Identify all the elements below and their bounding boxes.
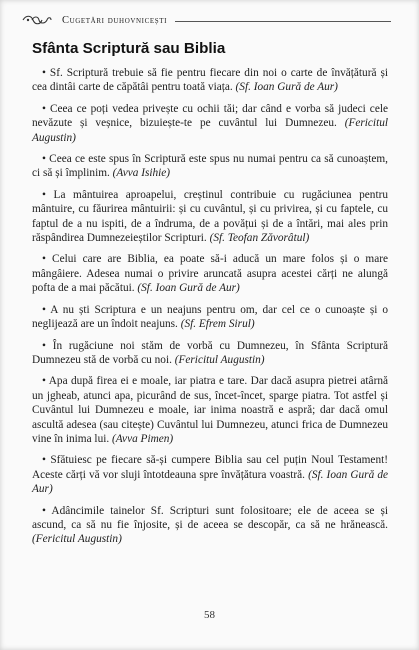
quote-paragraph <box>32 66 388 95</box>
quote-text: • A nu ști Scriptura e un neajuns pentru om, dar cel ce o cunoaște și o neglijează are un îndoit neajuns. <box>32 303 388 331</box>
quote-source: (Sf. Ioan Gură de Aur) <box>137 282 240 295</box>
quote-source: (Sf. Ioan Gură de Aur) <box>235 81 338 94</box>
quote-text: • Sfătuiesc pe fiecare să-și cumpere Biblia sau cel puțin Noul Testament! Aceste cărți vă vor sluji întotdeauna spre învățătura voastră. <box>32 454 388 481</box>
quote-text: • Adâncimile tainelor Sf. Scripturi sunt folositoare; ele de aceea se și ascund, ca să nu fie înjosite, și de aceea se descopăr, ca să ne hrănească. <box>32 504 388 531</box>
running-title: Cugetări duhovnicești <box>62 14 168 26</box>
ornament-icon <box>22 14 52 26</box>
header-rule <box>175 21 391 22</box>
quote-source: (Avva Isihie) <box>112 167 171 180</box>
quote-text: • Ceea ce este spus în Scriptură este spus nu numai pentru ca să cunoaștem, ci să și împlinim. <box>32 153 388 180</box>
quote-source: (Sf. Efrem Sirul) <box>180 318 255 331</box>
quote-source: (Sf. Teofan Zăvorâtul) <box>209 232 310 245</box>
quote-paragraph <box>32 453 388 496</box>
page-number: 58 <box>204 609 215 621</box>
quote-paragraph <box>32 102 388 145</box>
running-header <box>22 12 391 28</box>
quote-text: • La mântuirea aproapelui, creștinul contribuie cu rugăciunea pentru mântuire, cu făurirea mântuirii: și cu cuvântul, și cu privirea, și cu faptele, cu faptul de a nu ispiti, de a îndruma, de a povățui și de a întări, mai ales prin răspândirea Dumnezeieștilor Scripturi. <box>32 188 388 245</box>
quote-text: • În rugăciune noi stăm de vorbă cu Dumnezeu, în Sfânta Scriptură Dumnezeu stă de vorbă cu noi. <box>32 339 388 366</box>
quote-paragraph <box>32 252 388 295</box>
quote-paragraph <box>32 188 388 246</box>
quote-paragraph <box>32 303 388 332</box>
quote-list <box>32 66 388 554</box>
quote-source: (Sf. Ioan Gură de Aur) <box>32 468 388 496</box>
page-title: Sfânta Scriptură sau Biblia <box>32 40 226 57</box>
quote-text: • Sf. Scriptură trebuie să fie pentru fiecare din noi o carte de învățătură și cea dintâi carte de căpătâi pentru toată viața. <box>32 67 388 94</box>
quote-paragraph <box>32 339 388 368</box>
quote-source: (Fericitul Augustin) <box>32 117 388 144</box>
quote-source: (Fericitul Augustin) <box>32 533 122 546</box>
quote-text: • Celui care are Biblia, ea poate să-i aducă un mare folos și o mare mângâiere. Adesea numai o privire aruncată asupra acestei cărți ne alungă pofta de a mai păcătui. <box>32 253 388 295</box>
quote-source: (Avva Pimen) <box>112 432 174 445</box>
quote-text: • Apa după firea ei e moale, iar piatra e tare. Dar dacă asupra pietrei atârnă un jgheab, atunci apa, picurând de sus, încet-încet, sparge piatra. Tot astfel și Cuvântul lui Dumnezeu e moale, iar inima noastră e aspră; dar dacă omul ascultă adesea (sau citește) Cuvântul lui Dumnezeu, atunci frica de Dumnezeu vine în inima lui. <box>32 375 388 445</box>
quote-paragraph <box>32 374 388 446</box>
quote-source: (Fericitul Augustin) <box>174 353 265 366</box>
quote-paragraph <box>32 152 388 181</box>
quote-paragraph <box>32 504 388 547</box>
quote-text: • Ceea ce poți vedea privește cu ochii tăi; dar când e vorba să judeci cele nevăzute și veșnice, bizuiește-te pe cuvântul lui Dumnezeu. <box>32 102 388 130</box>
